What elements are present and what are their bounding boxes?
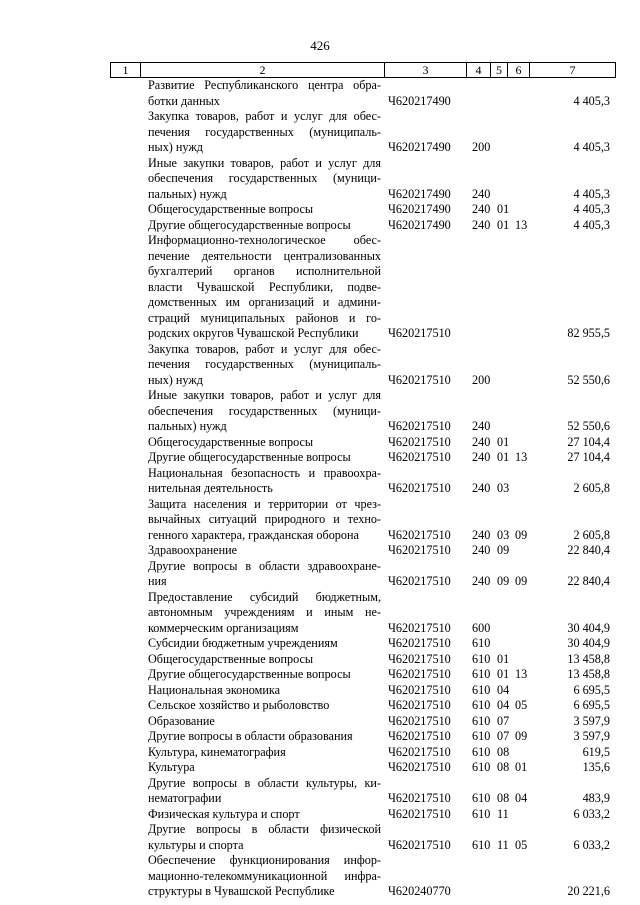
row-target-code: Ч620217510: [388, 682, 451, 697]
table-row: [0, 652, 640, 668]
description-line: Культура: [148, 760, 195, 774]
row-expense-type: 610: [472, 682, 491, 697]
description-line: Закупка товаров, работ и услуг для обес-: [148, 109, 381, 123]
description-line: Предоставление субсидий бюджетным,: [148, 589, 381, 604]
row-target-code: Ч620217510: [388, 760, 451, 774]
row-section: 03: [497, 527, 510, 542]
description-line: ных) нужд: [148, 140, 203, 154]
row-expense-type: 240: [472, 481, 491, 495]
row-amount: 6 695,5: [573, 682, 610, 697]
header-col-3: 3: [385, 63, 467, 77]
row-subsection: 09: [515, 574, 528, 588]
row-section: 08: [497, 791, 510, 805]
row-subsection: 05: [515, 698, 528, 712]
description-line: Обеспечение функционирования инфор-: [148, 853, 381, 867]
row-expense-type: 200: [472, 140, 491, 154]
row-amount: 22 840,4: [567, 543, 610, 557]
row-expense-type: 240: [472, 434, 491, 449]
row-description: [148, 760, 381, 776]
row-amount: 4 405,3: [573, 202, 610, 216]
row-target-code: Ч620217510: [388, 372, 451, 387]
row-description: [148, 497, 381, 544]
row-description: [148, 807, 381, 823]
table-row: [0, 435, 640, 451]
description-line: Субсидии бюджетным учреждениям: [148, 636, 338, 650]
description-line: Общегосударственные вопросы: [148, 651, 314, 666]
table-row: [0, 729, 640, 745]
row-section: 07: [497, 713, 510, 728]
row-section: 04: [497, 682, 510, 697]
table-row: [0, 776, 640, 807]
table-row: [0, 590, 640, 637]
row-amount: 4 405,3: [573, 186, 610, 201]
description-line: Другие вопросы в области физической: [148, 822, 381, 836]
row-target-code: Ч620217510: [388, 651, 451, 666]
row-target-code: Ч620217510: [388, 527, 451, 542]
row-subsection: 01: [515, 760, 528, 774]
description-line: Общегосударственные вопросы: [148, 434, 314, 449]
row-section: 11: [497, 837, 509, 852]
row-target-code: Ч620217490: [388, 217, 451, 232]
row-subsection: 09: [515, 527, 528, 542]
row-description: [148, 342, 381, 389]
header-col-2: 2: [141, 63, 385, 77]
row-description: [148, 559, 381, 590]
description-line: Защита населения и территории от чрез-: [148, 496, 381, 511]
description-line: пальных) нужд: [148, 419, 227, 433]
description-line: печения государственных (муниципаль-: [148, 357, 381, 371]
row-description: [148, 853, 381, 900]
table-row: [0, 450, 640, 466]
row-expense-type: 240: [472, 450, 491, 464]
row-amount: 6 033,2: [573, 806, 610, 821]
row-target-code: Ч620217510: [388, 713, 451, 728]
row-amount: 20 221,6: [567, 884, 610, 898]
row-description: [148, 435, 381, 451]
description-line: печение деятельности централизованных: [148, 248, 381, 263]
row-target-code: Ч620217490: [388, 140, 451, 154]
row-subsection: 04: [515, 791, 528, 805]
description-line: ных) нужд: [148, 372, 203, 387]
description-line: Здравоохранение: [148, 543, 238, 557]
row-description: [148, 822, 381, 853]
row-section: 07: [497, 729, 510, 743]
row-description: [148, 202, 381, 218]
description-line: Иные закупки товаров, работ и услуг для: [148, 388, 381, 402]
description-line: Национальная экономика: [148, 682, 281, 697]
row-amount: 3 597,9: [573, 729, 610, 743]
row-target-code: Ч620217490: [388, 202, 451, 216]
row-amount: 52 550,6: [567, 419, 610, 433]
row-amount: 52 550,6: [567, 372, 610, 387]
row-expense-type: 610: [472, 651, 491, 666]
table-row: [0, 559, 640, 590]
row-target-code: Ч620217510: [388, 543, 451, 557]
table-row: [0, 543, 640, 559]
row-expense-type: 610: [472, 806, 491, 821]
description-line: генного характера, гражданская оборона: [148, 527, 359, 542]
row-amount: 27 104,4: [567, 450, 610, 464]
table-row: [0, 156, 640, 203]
row-section: 08: [497, 744, 510, 759]
row-target-code: Ч620217510: [388, 698, 451, 712]
table-row: [0, 218, 640, 234]
row-section: 04: [497, 698, 510, 712]
row-amount: 6 033,2: [573, 837, 610, 852]
table-row: [0, 667, 640, 683]
row-amount: 27 104,4: [567, 434, 610, 449]
row-expense-type: 610: [472, 760, 491, 774]
row-target-code: Ч620217510: [388, 419, 451, 433]
row-description: [148, 667, 381, 683]
description-line: Закупка товаров, работ и услуг для обес-: [148, 341, 381, 356]
header-col-6: 6: [508, 63, 530, 77]
table-header: [110, 62, 616, 78]
description-line: печения государственных (муниципаль-: [148, 124, 381, 139]
row-target-code: Ч620217510: [388, 574, 451, 588]
row-description: [148, 466, 381, 497]
description-line: Национальная безопасность и правоохра-: [148, 465, 381, 480]
table-row: [0, 760, 640, 776]
table-row: [0, 497, 640, 544]
row-amount: 13 458,8: [567, 651, 610, 666]
row-subsection: 09: [515, 729, 528, 743]
description-line: Другие вопросы в области образования: [148, 729, 353, 743]
description-line: ния: [148, 574, 167, 588]
row-description: [148, 698, 381, 714]
row-target-code: Ч620217510: [388, 837, 451, 852]
row-target-code: Ч620217490: [388, 186, 451, 201]
description-line: родских округов Чувашской Республики: [148, 326, 359, 340]
description-line: коммерческим организациям: [148, 620, 299, 635]
row-amount: 2 605,8: [573, 527, 610, 542]
description-line: Культура, кинематография: [148, 744, 286, 759]
row-expense-type: 240: [472, 543, 491, 557]
row-amount: 135,6: [582, 760, 610, 774]
description-line: Информационно-технологическое обес-: [148, 233, 381, 247]
table-row: [0, 233, 640, 342]
row-description: [148, 156, 381, 203]
row-expense-type: 610: [472, 713, 491, 728]
row-section: 01: [497, 434, 510, 449]
row-description: [148, 109, 381, 156]
row-description: [148, 636, 381, 652]
description-line: домственных им организаций и админи-: [148, 295, 381, 309]
row-section: 09: [497, 574, 510, 588]
row-amount: 82 955,5: [567, 326, 610, 340]
row-expense-type: 610: [472, 744, 491, 759]
row-amount: 4 405,3: [573, 93, 610, 108]
description-line: страций муниципальных районов и го-: [148, 310, 381, 325]
row-description: [148, 388, 381, 435]
row-section: 09: [497, 543, 510, 557]
row-target-code: Ч620217510: [388, 450, 451, 464]
table-row: [0, 745, 640, 761]
row-amount: 4 405,3: [573, 140, 610, 154]
page-number: 426: [310, 38, 330, 53]
row-target-code: Ч620240770: [388, 884, 451, 898]
row-expense-type: 200: [472, 372, 491, 387]
description-line: структуры в Чувашской Республике: [148, 884, 335, 898]
table-row: [0, 822, 640, 853]
table-row: [0, 714, 640, 730]
row-section: 01: [497, 667, 510, 681]
row-description: [148, 652, 381, 668]
row-target-code: Ч620217510: [388, 326, 451, 340]
description-line: Другие общегосударственные вопросы: [148, 217, 351, 232]
row-amount: 3 597,9: [573, 713, 610, 728]
row-amount: 30 404,9: [567, 620, 610, 635]
row-target-code: Ч620217510: [388, 434, 451, 449]
table-row: [0, 683, 640, 699]
row-expense-type: 610: [472, 636, 491, 650]
row-subsection: 13: [515, 450, 528, 464]
description-line: Физическая культура и спорт: [148, 806, 300, 821]
row-description: [148, 729, 381, 745]
description-line: нематографии: [148, 791, 222, 805]
table-row: [0, 342, 640, 389]
description-line: Другие вопросы в области культуры, ки-: [148, 775, 381, 790]
description-line: бухгалтерий органов исполнительной: [148, 264, 381, 278]
row-subsection: 13: [515, 217, 528, 232]
description-line: Общегосударственные вопросы: [148, 202, 314, 216]
row-section: 01: [497, 217, 510, 232]
row-description: [148, 218, 381, 234]
row-target-code: Ч620217510: [388, 620, 451, 635]
row-amount: 4 405,3: [573, 217, 610, 232]
description-line: вычайных ситуаций природного и техно-: [148, 512, 381, 526]
row-section: 11: [497, 806, 509, 821]
row-expense-type: 240: [472, 574, 491, 588]
row-section: 01: [497, 450, 510, 464]
row-target-code: Ч620217510: [388, 481, 451, 495]
row-amount: 30 404,9: [567, 636, 610, 650]
table-row: [0, 78, 640, 109]
row-amount: 2 605,8: [573, 481, 610, 495]
row-target-code: Ч620217510: [388, 806, 451, 821]
table-row: [0, 698, 640, 714]
description-line: Сельское хозяйство и рыболовство: [148, 698, 330, 712]
row-amount: 619,5: [582, 744, 610, 759]
description-line: обеспечения государственных (муници-: [148, 171, 381, 185]
header-col-7: 7: [530, 63, 616, 77]
description-line: Развитие Республиканского центра обра-: [148, 78, 381, 92]
row-expense-type: 600: [472, 620, 491, 635]
table-row: [0, 388, 640, 435]
row-expense-type: 240: [472, 186, 491, 201]
row-expense-type: 240: [472, 527, 491, 542]
row-subsection: 13: [515, 667, 528, 681]
row-amount: 483,9: [582, 791, 610, 805]
row-target-code: Ч620217510: [388, 667, 451, 681]
description-line: власти Чувашской Республики, подве-: [148, 279, 381, 294]
row-expense-type: 610: [472, 698, 491, 712]
description-line: Иные закупки товаров, работ и услуг для: [148, 155, 381, 170]
table-row: [0, 636, 640, 652]
row-description: [148, 714, 381, 730]
row-amount: 13 458,8: [567, 667, 610, 681]
row-description: [148, 745, 381, 761]
table-body: [0, 78, 640, 900]
row-target-code: Ч620217490: [388, 93, 451, 108]
row-description: [148, 78, 381, 109]
row-expense-type: 240: [472, 217, 491, 232]
row-target-code: Ч620217510: [388, 744, 451, 759]
row-target-code: Ч620217510: [388, 636, 451, 650]
row-expense-type: 610: [472, 729, 491, 743]
header-col-4: 4: [467, 63, 491, 77]
description-line: Другие общегосударственные вопросы: [148, 450, 351, 464]
row-expense-type: 610: [472, 837, 491, 852]
row-amount: 22 840,4: [567, 574, 610, 588]
description-line: Другие вопросы в области здравоохране-: [148, 558, 381, 573]
description-line: культуры и спорта: [148, 837, 244, 852]
description-line: автономным учреждениям и иным не-: [148, 605, 381, 619]
header-col-5: 5: [491, 63, 508, 77]
table-row: [0, 853, 640, 900]
row-subsection: 05: [515, 837, 528, 852]
table-row: [0, 202, 640, 218]
table-row: [0, 807, 640, 823]
header-col-1: 1: [111, 63, 141, 77]
row-description: [148, 450, 381, 466]
table-row: [0, 466, 640, 497]
description-line: обеспечения государственных (муници-: [148, 403, 381, 418]
table-row: [0, 109, 640, 156]
row-description: [148, 543, 381, 559]
description-line: пальных) нужд: [148, 186, 227, 201]
row-target-code: Ч620217510: [388, 729, 451, 743]
row-target-code: Ч620217510: [388, 791, 451, 805]
row-section: 01: [497, 202, 510, 216]
description-line: Образование: [148, 713, 215, 728]
row-expense-type: 610: [472, 667, 491, 681]
row-section: 08: [497, 760, 510, 774]
row-description: [148, 776, 381, 807]
row-amount: 6 695,5: [573, 698, 610, 712]
description-line: нительная деятельность: [148, 481, 273, 495]
row-section: 03: [497, 481, 510, 495]
row-description: [148, 683, 381, 699]
row-description: [148, 590, 381, 637]
row-section: 01: [497, 651, 510, 666]
description-line: ботки данных: [148, 93, 220, 108]
description-line: Другие общегосударственные вопросы: [148, 667, 351, 681]
row-description: [148, 233, 381, 342]
row-expense-type: 240: [472, 202, 491, 216]
row-expense-type: 240: [472, 419, 491, 433]
row-expense-type: 610: [472, 791, 491, 805]
description-line: мационно-телекоммуникационной инфра-: [148, 868, 381, 883]
